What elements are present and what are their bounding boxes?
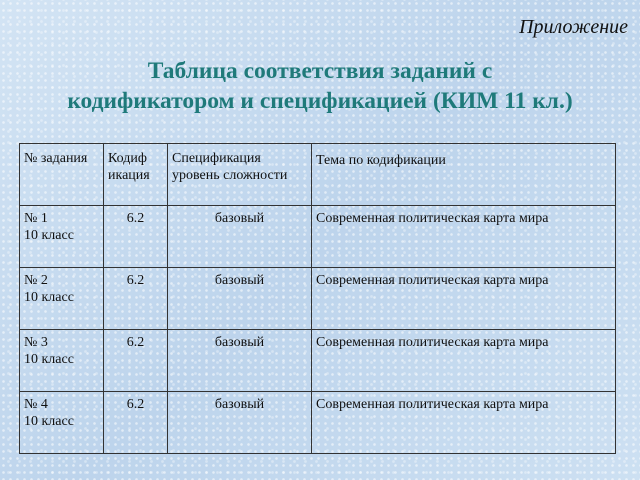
difficulty-level: базовый bbox=[214, 335, 265, 350]
task-number: № 4 bbox=[24, 397, 48, 412]
task-number: № 3 bbox=[24, 335, 48, 350]
task-grade: 10 класс bbox=[24, 352, 74, 367]
header-kodifikacia: Кодиф икация bbox=[104, 144, 168, 206]
header-specification: Спецификация уровень сложности bbox=[168, 144, 312, 206]
table-row bbox=[20, 206, 616, 268]
task-grade: 10 класс bbox=[24, 290, 74, 305]
topic-text: Современная политическая карта мира bbox=[316, 211, 549, 226]
kodif-code: 6.2 bbox=[126, 397, 145, 412]
task-grade: 10 класс bbox=[24, 228, 74, 243]
correspondence-table bbox=[19, 143, 616, 454]
title-line-2: кодификатором и спецификацией (КИМ 11 кл.) bbox=[67, 88, 573, 114]
table-row bbox=[20, 268, 616, 330]
difficulty-level: базовый bbox=[214, 211, 265, 226]
table-row bbox=[20, 330, 616, 392]
header-task-number: № задания bbox=[20, 144, 104, 206]
table-row bbox=[20, 392, 616, 454]
title-line-1: Таблица соответствия заданий с bbox=[147, 58, 493, 84]
kodif-code: 6.2 bbox=[126, 211, 145, 226]
appendix-label: Приложение bbox=[519, 16, 628, 38]
topic-text: Современная политическая карта мира bbox=[316, 335, 549, 350]
task-number: № 1 bbox=[24, 211, 48, 226]
topic-text: Современная политическая карта мира bbox=[316, 273, 549, 288]
difficulty-level: базовый bbox=[214, 273, 265, 288]
kodif-code: 6.2 bbox=[126, 273, 145, 288]
topic-text: Современная политическая карта мира bbox=[316, 397, 549, 412]
table-header-row bbox=[20, 144, 616, 206]
task-number: № 2 bbox=[24, 273, 48, 288]
difficulty-level: базовый bbox=[214, 397, 265, 412]
task-grade: 10 класс bbox=[24, 414, 74, 429]
header-topic: Тема по кодификации bbox=[312, 144, 616, 206]
kodif-code: 6.2 bbox=[126, 335, 145, 350]
page-title bbox=[0, 56, 640, 116]
